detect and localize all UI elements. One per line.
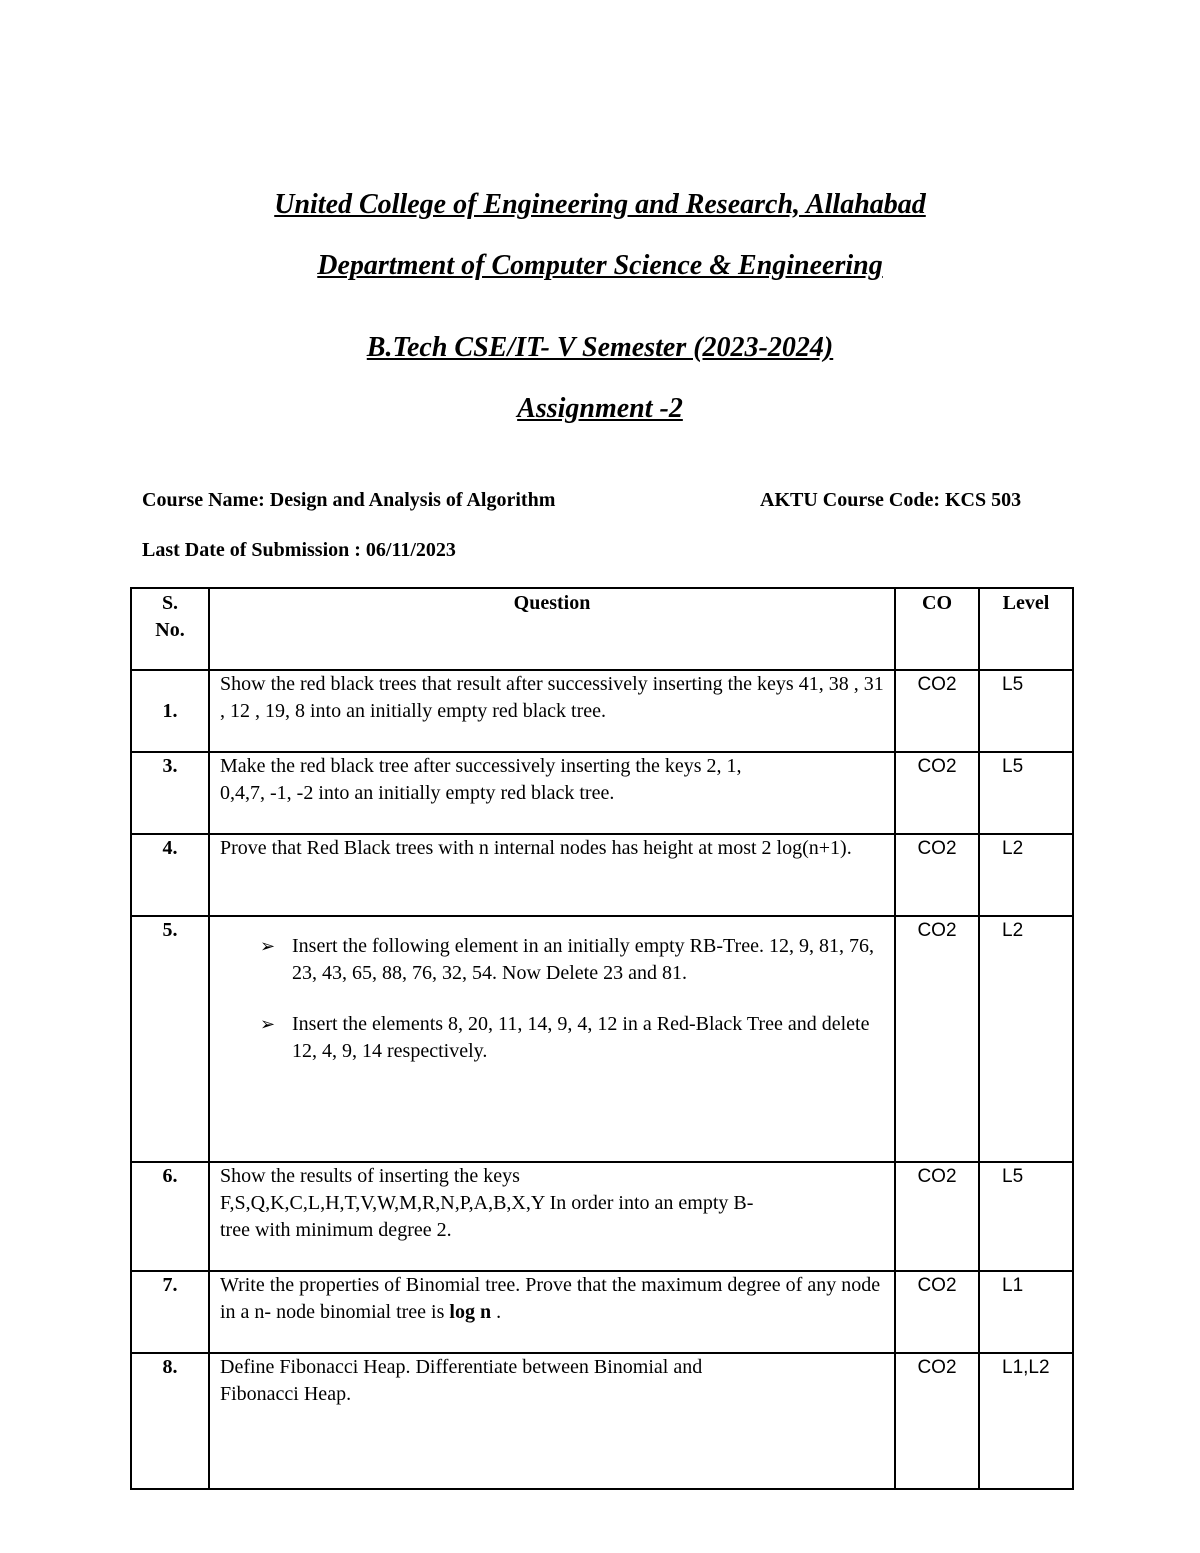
co-value: CO2	[895, 670, 979, 752]
list-item	[260, 933, 884, 987]
submission-date: Last Date of Submission : 06/11/2023	[142, 539, 456, 561]
course-name: Course Name: Design and Analysis of Algorithm	[142, 489, 556, 511]
question-bold-term: log n	[449, 1301, 492, 1323]
level-value: L1	[979, 1271, 1073, 1353]
level-value: L1,L2	[979, 1353, 1073, 1489]
arrow-bullet-icon: ➢	[260, 936, 276, 957]
assignment-title: Assignment -2	[517, 393, 683, 424]
level-value: L5	[979, 670, 1073, 752]
question-text	[209, 1162, 895, 1271]
co-value: CO2	[895, 916, 979, 1162]
sno-header-line1: S.	[161, 592, 179, 614]
question-text-end: .	[491, 1301, 502, 1323]
row-number: 7.	[131, 1271, 209, 1353]
department-title: Department of Computer Science & Engineering	[317, 250, 883, 281]
co-header: CO	[895, 588, 979, 670]
co-value: CO2	[895, 1162, 979, 1271]
co-value: CO2	[895, 752, 979, 834]
row-number: 1.	[131, 670, 209, 752]
question-text	[209, 1271, 895, 1353]
question-text-part: Write the properties of Binomial tree. Prove that the maximum degree of any node in a n- node binomial tree is	[220, 1274, 881, 1323]
question-text	[209, 752, 895, 834]
level-value: L2	[979, 834, 1073, 916]
question-text: Prove that Red Black trees with n internal nodes has height at most 2 log(n+1).	[209, 834, 895, 916]
table-row	[131, 834, 1073, 916]
question-text: Show the red black trees that result after successively inserting the keys 41, 38 , 31 , 12 , 19, 8 into an initially empty red black tree.	[209, 670, 895, 752]
row-number: 5.	[131, 916, 209, 1162]
program-title: B.Tech CSE/IT- V Semester (2023-2024)	[366, 332, 834, 363]
question-text	[209, 916, 895, 1162]
arrow-bullet-icon: ➢	[260, 1014, 276, 1035]
bullet-text: Insert the elements 8, 20, 11, 14, 9, 4, 12 in a Red-Black Tree and delete 12, 4, 9, 14 respectively.	[292, 1013, 870, 1062]
table-row	[131, 670, 1073, 752]
row-number: 6.	[131, 1162, 209, 1271]
college-title: United College of Engineering and Research, Allahabad	[274, 189, 926, 220]
question-line: tree with minimum degree 2.	[220, 1219, 452, 1241]
bullet-text: Insert the following element in an initially empty RB-Tree. 12, 9, 81, 76, 23, 43, 65, 88, 76, 32, 54. Now Delete 23 and 81.	[292, 935, 874, 984]
table-row	[131, 1162, 1073, 1271]
question-line: Fibonacci Heap.	[220, 1383, 352, 1405]
row-number: 4.	[131, 834, 209, 916]
row-number: 3.	[131, 752, 209, 834]
question-line: Make the red black tree after successively inserting the keys 2, 1,	[220, 755, 742, 777]
level-value: L2	[979, 916, 1073, 1162]
table-row	[131, 752, 1073, 834]
table-row	[131, 916, 1073, 1162]
table-header-row	[131, 588, 1073, 670]
questions-table	[130, 587, 1074, 1490]
co-value: CO2	[895, 834, 979, 916]
sno-header-line2: No.	[155, 619, 185, 641]
list-item	[260, 1011, 884, 1065]
bullet-list	[220, 933, 884, 1065]
level-value: L5	[979, 1162, 1073, 1271]
level-header: Level	[979, 588, 1073, 670]
course-code: AKTU Course Code: KCS 503	[760, 489, 1022, 511]
question-text	[209, 1353, 895, 1489]
co-value: CO2	[895, 1353, 979, 1489]
question-header: Question	[209, 588, 895, 670]
table-row	[131, 1271, 1073, 1353]
row-number: 8.	[131, 1353, 209, 1489]
level-value: L5	[979, 752, 1073, 834]
question-line: 0,4,7, -1, -2 into an initially empty red black tree.	[220, 782, 615, 804]
sno-header	[131, 588, 209, 670]
question-line: Show the results of inserting the keys	[220, 1165, 520, 1187]
co-value: CO2	[895, 1271, 979, 1353]
question-line: F,S,Q,K,C,L,H,T,V,W,M,R,N,P,A,B,X,Y In order into an empty B-	[220, 1192, 754, 1214]
question-line: Define Fibonacci Heap. Differentiate between Binomial and	[220, 1356, 703, 1378]
table-row	[131, 1353, 1073, 1489]
